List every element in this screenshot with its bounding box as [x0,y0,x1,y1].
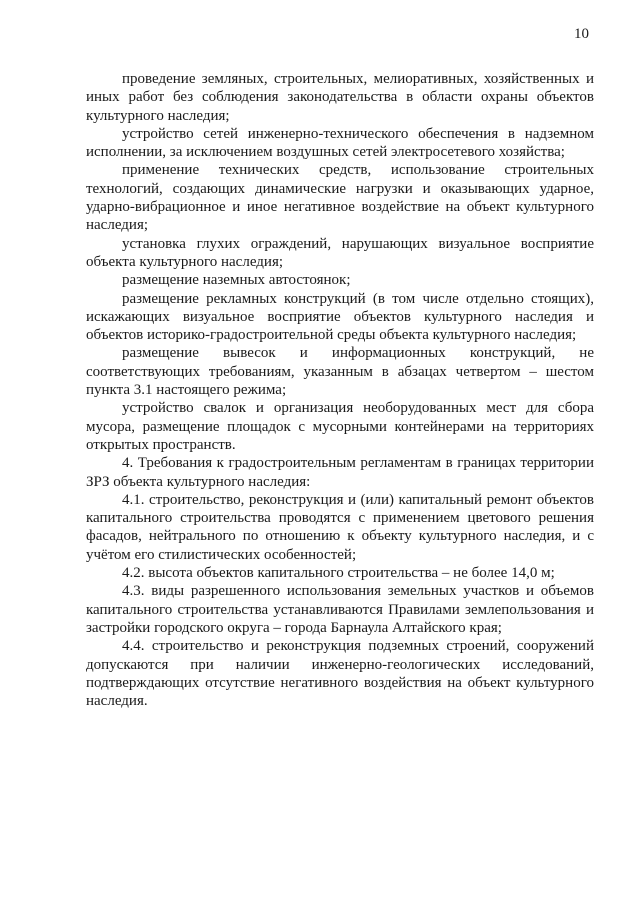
paragraph: размещение наземных автостоянок; [122,272,351,289]
paragraph: устройство сетей инженерно-технического обеспечения в надземном исполнении, за исключением воздушных сетей электросетевого хозяйства; [86,125,594,161]
paragraph: установка глухих ограждений, нарушающих визуальное восприятие объекта культурного наследия; [86,235,594,270]
section-heading: 4. Требования к градостроительным регламентам в границах территории ЗРЗ объекта культурного наследия: [86,455,594,490]
document-body [86,70,594,710]
paragraph: размещение рекламных конструкций (в том числе отдельно стоящих), искажающих визуальное восприятие объектов культурного наследия и объектов историко-градостроительной среды объекта культурного наследия; [86,290,594,344]
paragraph: проведение земляных, строительных, мелиоративных, хозяйственных и иных работ без соблюдения законодательства в области охраны объектов культурного наследия; [86,71,594,124]
paragraph: 4.4. строительство и реконструкция подземных строений, сооружений допускаются при наличии инженерно-геологических исследований, подтверждающих отсутствие негативного воздействия на объект культурного наследия. [86,638,594,710]
paragraph: размещение вывесок и информационных конструкций, не соответствующих требованиям, указанным в абзацах четвертом – шестом пункта 3.1 настоящего режима; [86,345,594,399]
paragraph: устройство свалок и организация необорудованных мест для сбора мусора, размещение площадок с мусорными контейнерами на территориях открытых пространств. [86,400,594,453]
paragraph: 4.2. высота объектов капитального строительства – не более 14,0 м; [122,565,555,582]
paragraph: 4.3. виды разрешенного использования земельных участков и объемов капитального строительства устанавливаются Правилами землепользования и застройки городского округа – города Барнаула Алтайского края; [86,583,594,636]
paragraph: 4.1. строительство, реконструкция и (или) капитальный ремонт объектов капитального строительства проводятся с применением цветового решения фасадов, нейтрального по отношению к объекту культурного наследия, и с учётом его стилистических особенностей; [86,491,594,563]
paragraph: применение технических средств, использование строительных технологий, создающих динамические нагрузки и оказывающих ударное, ударно-вибрационное и иное негативное воздействие на объект культурного наследия; [86,162,594,234]
page-number: 10 [574,26,589,42]
